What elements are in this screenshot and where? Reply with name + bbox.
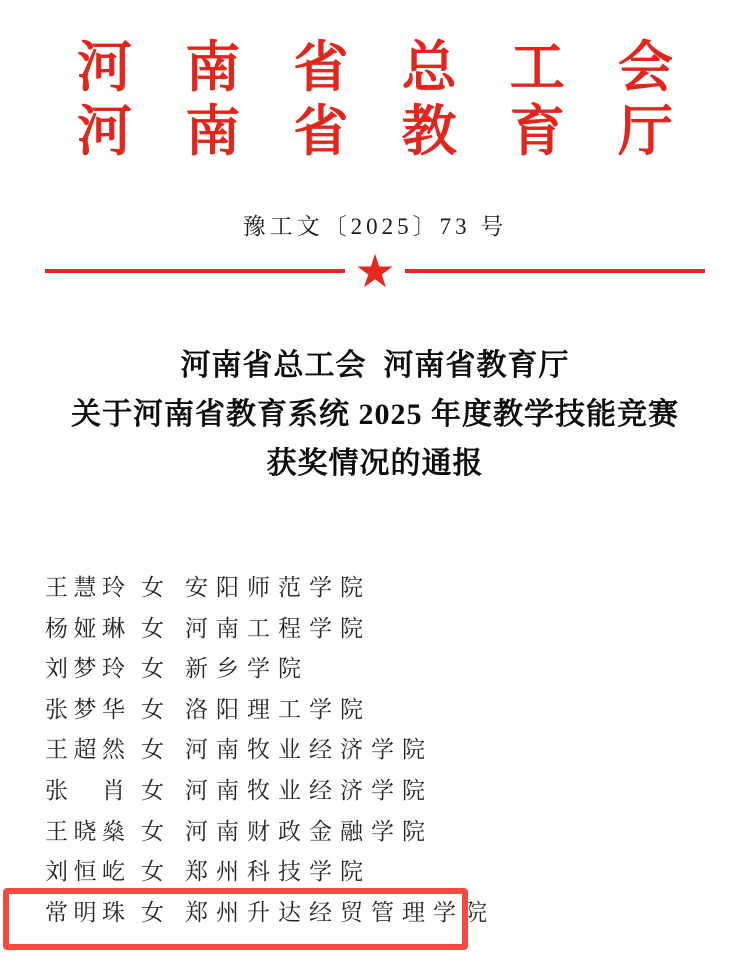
- letterhead: [0, 36, 750, 164]
- winner-gender: 女: [141, 696, 164, 722]
- red-rule-separator: [45, 244, 705, 298]
- winner-row: [0, 649, 750, 690]
- winner-row: [0, 690, 750, 731]
- winner-list: [0, 568, 750, 933]
- winner-name: 刘梦玲: [45, 656, 125, 682]
- winner-row: [0, 568, 750, 609]
- winner-institution: 河南牧业经济学院: [185, 737, 433, 763]
- red-star-icon: ★: [354, 244, 396, 298]
- winner-name: 常明珠: [45, 899, 125, 925]
- winner-gender: 女: [141, 737, 164, 763]
- winner-gender: 女: [141, 859, 164, 885]
- winner-gender: 女: [141, 899, 164, 925]
- winner-name: 王超然: [45, 737, 125, 763]
- winner-institution: 河南牧业经济学院: [185, 777, 433, 803]
- winner-row: [0, 771, 750, 812]
- winner-gender: 女: [141, 656, 164, 682]
- winner-row: [0, 730, 750, 771]
- winner-name: 张肖: [45, 777, 125, 803]
- winner-name: 王晓燊: [45, 818, 125, 844]
- winner-institution: 河南工程学院: [185, 615, 371, 641]
- winner-name: 张梦华: [45, 696, 125, 722]
- winner-name: 杨娅琳: [45, 615, 125, 641]
- winner-institution: 新乡学院: [185, 656, 309, 682]
- winner-gender: 女: [141, 615, 164, 641]
- winner-row: [0, 852, 750, 893]
- winner-institution: 河南财政金融学院: [185, 818, 433, 844]
- winner-row: [0, 812, 750, 853]
- issuer-name-line-2: 河南省教育厅: [77, 101, 673, 162]
- notice-title-line-1: 河南省总工会 河南省教育厅: [180, 349, 570, 382]
- winner-name: 王慧玲: [45, 575, 125, 600]
- notice-title: [0, 341, 750, 488]
- winner-institution: 郑州升达经贸管理学院: [185, 899, 495, 925]
- winner-institution: 洛阳理工学院: [185, 696, 371, 722]
- notice-title-line-3: 获奖情况的通报: [266, 447, 484, 480]
- winner-gender: 女: [141, 777, 164, 803]
- red-rule-right: [405, 269, 705, 273]
- notice-title-line-2: 关于河南省教育系统 2025 年度教学技能竞赛: [71, 398, 679, 431]
- document-number: 豫工文〔2025〕73 号: [242, 214, 508, 239]
- winner-row: [0, 609, 750, 650]
- winner-institution: 安阳师范学院: [185, 575, 371, 600]
- winner-name: 刘恒屹: [45, 859, 125, 885]
- red-rule-left: [45, 269, 345, 273]
- winner-gender: 女: [141, 818, 164, 844]
- winner-gender: 女: [141, 575, 164, 600]
- winner-institution: 郑州科技学院: [185, 859, 371, 885]
- issuer-name-line-1: 河南省总工会: [77, 37, 673, 98]
- winner-row-highlighted: [0, 893, 750, 934]
